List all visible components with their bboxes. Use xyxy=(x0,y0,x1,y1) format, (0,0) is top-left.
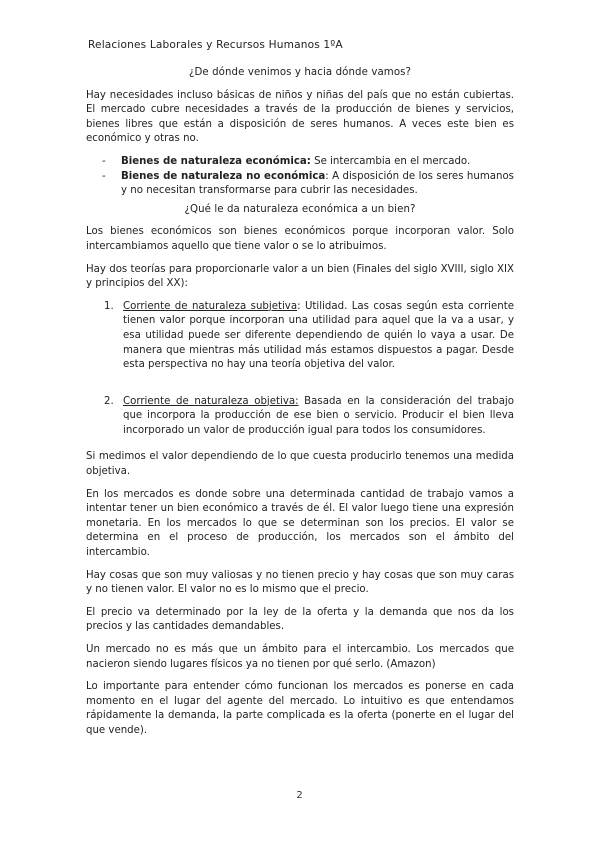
paragraph-market-definition: Un mercado no es más que un ámbito para el intercambio. Los mercados que nacieron siendo lugares físicos ya no tienen por qué serlo. (Amazon) xyxy=(86,644,514,670)
paragraph-value: Los bienes económicos son bienes económicos porque incorporan valor. Solo intercambiamos aquello que tiene valor o se lo atribuimos. xyxy=(86,226,514,252)
list-number: 1. xyxy=(104,300,114,312)
list-item xyxy=(104,395,514,439)
list-item xyxy=(102,155,514,170)
list-number: 2. xyxy=(104,395,114,407)
document-header: Relaciones Laborales y Recursos Humanos 1ºA xyxy=(88,39,343,51)
theory-title: Corriente de naturaleza subjetiva xyxy=(123,300,298,312)
paragraph-needs: Hay necesidades incluso básicas de niños y niñas del país que no están cubiertas. El mercado cubre necesidades a través de la producción de bienes y servicios, bienes libres que están a disposición de seres humanos. A veces este bien es económico y otras no. xyxy=(86,89,514,145)
theory-text: Basada en la consideración del trabajo que incorpora la producción de ese bien o servicio. Producir el bien lleva incorporado un valor de producción igual para todos los consumidores. xyxy=(123,395,514,436)
term-definition: : A disposición de los seres humanos y no necesitan transformarse para cubrir las necesidades. xyxy=(121,170,514,197)
term-definition: Se intercambia en el mercado. xyxy=(310,155,471,167)
list-item xyxy=(104,300,514,373)
paragraph-market-agents: Lo importante para entender cómo funcionan los mercados es ponerse en cada momento en el lugar del agente del mercado. Lo intuitivo es que entendamos rápidamente la demanda, la parte complicada es la oferta (ponerte en el lugar del que vende). xyxy=(86,681,514,736)
paragraph-objective-measure: Si medimos el valor dependiendo de lo que cuesta producirlo tenemos una medida objetiva. xyxy=(86,451,514,478)
theory-text: : Utilidad. Las cosas según esta corriente tienen valor porque incorporan una utilidad para aquel que la va a usar, y esa utilidad puede ser diferente dependiendo de quién lo vaya a usar. De manera que mientras más utilidad más estamos dispuestos a pagar. Desde esta perspectiva no hay una teoría objetiva del valor. xyxy=(123,300,514,371)
list-item xyxy=(102,170,514,199)
paragraph-markets: En los mercados es donde sobre una determinada cantidad de trabajo vamos a intentar tener un bien económico a través de él. El valor luego tiene una expresión monetaria. En los mercados lo que se determinan son los precios. El valor se determina en el proceso de producción, los mercados son el ámbito del intercambio. xyxy=(86,488,514,559)
value-theories-list xyxy=(86,300,514,439)
page-number: 2 xyxy=(296,790,303,801)
paragraph-supply-demand: El precio va determinado por la ley de la oferta y la demanda que nos da los precios y las cantidades demandables. xyxy=(86,606,514,633)
document-body xyxy=(86,66,514,747)
term-bold: Bienes de naturaleza no económica xyxy=(121,170,326,182)
section-heading-origins: ¿De dónde venimos y hacia dónde vamos? xyxy=(188,67,412,78)
theory-title: Corriente de naturaleza objetiva: xyxy=(123,395,299,407)
paragraph-value-vs-price: Hay cosas que son muy valiosas y no tienen precio y hay cosas que son muy caras y no tienen valor. El valor no es lo mismo que el precio. xyxy=(86,569,514,596)
term-bold: Bienes de naturaleza económica: xyxy=(121,155,311,167)
section-heading-economic-nature: ¿Qué le da naturaleza económica a un bien? xyxy=(184,203,416,215)
paragraph-theories-intro: Hay dos teorías para proporcionarle valor a un bien (Finales del siglo XVIII, siglo XIX y principios del XX): xyxy=(86,263,514,290)
goods-types-list xyxy=(86,155,514,199)
